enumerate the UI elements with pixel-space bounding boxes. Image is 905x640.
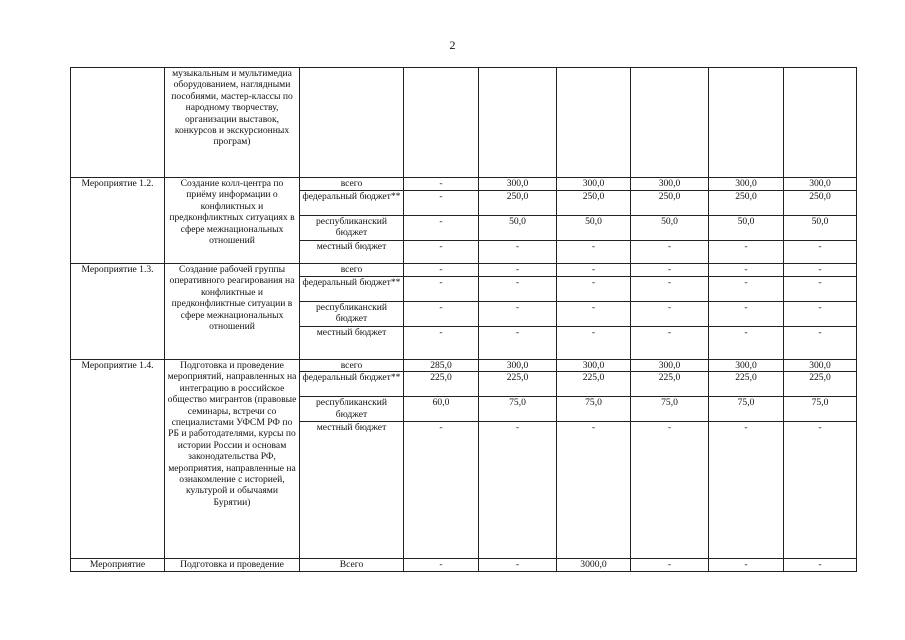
amount-cell: - bbox=[557, 264, 631, 277]
amount-cell: - bbox=[709, 327, 784, 360]
amount-cell: 300,0 bbox=[784, 360, 857, 372]
amount-cell: - bbox=[784, 264, 857, 277]
amount-cell: - bbox=[631, 241, 709, 264]
amount-cell: 75,0 bbox=[709, 397, 784, 422]
amount-cell: - bbox=[784, 559, 857, 571]
amount-cell: 75,0 bbox=[784, 397, 857, 422]
amount-cell: - bbox=[404, 241, 479, 264]
amount-cell: - bbox=[784, 302, 857, 327]
amount-cell: 225,0 bbox=[404, 372, 479, 397]
amount-cell: 250,0 bbox=[557, 191, 631, 216]
amount-cell: - bbox=[479, 277, 557, 302]
amount-cell: 3000,0 bbox=[557, 559, 631, 571]
amount-cell: - bbox=[631, 302, 709, 327]
amount-cell: - bbox=[404, 422, 479, 559]
event-description: Создание колл-центра по приёму информации о конфликтных и предконфликтных ситуациях в сфере межнациональных отношений bbox=[165, 178, 300, 264]
funding-source: всего bbox=[300, 178, 404, 191]
amount-cell: 75,0 bbox=[557, 397, 631, 422]
empty-cell bbox=[557, 68, 631, 178]
amount-cell: - bbox=[557, 422, 631, 559]
amount-cell: 50,0 bbox=[784, 216, 857, 241]
event-description: Подготовка и проведение мероприятий, направленных на интеграцию в российское общество мигрантов (правовые семинары, встречи со специалистами УФСМ РФ по РБ и работодателями, курсы по истории России и основам законодательства РФ, мероприятия, направленные на ознакомление с историей, культурой и обычаями Бурятии) bbox=[165, 360, 300, 559]
funding-source: республиканский бюджет bbox=[300, 397, 404, 422]
empty-cell bbox=[709, 68, 784, 178]
amount-cell: - bbox=[631, 559, 709, 571]
empty-cell bbox=[300, 68, 404, 178]
funding-source: федеральный бюджет** bbox=[300, 372, 404, 397]
amount-cell: 285,0 bbox=[404, 360, 479, 372]
empty-cell bbox=[479, 68, 557, 178]
amount-cell: - bbox=[479, 302, 557, 327]
amount-cell: - bbox=[404, 559, 479, 571]
amount-cell: - bbox=[709, 264, 784, 277]
empty-cell bbox=[631, 68, 709, 178]
amount-cell: 225,0 bbox=[631, 372, 709, 397]
amount-cell: 300,0 bbox=[479, 178, 557, 191]
amount-cell: - bbox=[479, 422, 557, 559]
amount-cell: 250,0 bbox=[709, 191, 784, 216]
amount-cell: - bbox=[479, 264, 557, 277]
event-label: Мероприятие 1.3. bbox=[71, 264, 165, 360]
amount-cell: - bbox=[784, 327, 857, 360]
event-label: Мероприятие 1.4. bbox=[71, 360, 165, 559]
amount-cell: - bbox=[479, 241, 557, 264]
amount-cell: 225,0 bbox=[784, 372, 857, 397]
event-label: Мероприятие 1.2. bbox=[71, 178, 165, 264]
amount-cell: 300,0 bbox=[557, 360, 631, 372]
amount-cell: - bbox=[404, 302, 479, 327]
table-row bbox=[71, 264, 857, 277]
empty-cell bbox=[784, 68, 857, 178]
amount-cell: - bbox=[709, 277, 784, 302]
amount-cell: - bbox=[404, 264, 479, 277]
amount-cell: 75,0 bbox=[631, 397, 709, 422]
amount-cell: - bbox=[557, 302, 631, 327]
table-row bbox=[71, 559, 857, 571]
table-row bbox=[71, 360, 857, 372]
amount-cell: 300,0 bbox=[631, 360, 709, 372]
amount-cell: - bbox=[784, 241, 857, 264]
table-row bbox=[71, 68, 857, 178]
amount-cell: - bbox=[404, 191, 479, 216]
amount-cell: 225,0 bbox=[709, 372, 784, 397]
event-description: музыкальным и мультимедиа оборудованием, наглядными пособиями, мастер-классы по народному творчеству, организации выставок, конкурсов и экскурсионных програм) bbox=[165, 68, 300, 178]
funding-source: местный бюджет bbox=[300, 422, 404, 559]
amount-cell: 300,0 bbox=[784, 178, 857, 191]
amount-cell: - bbox=[557, 277, 631, 302]
amount-cell: 250,0 bbox=[479, 191, 557, 216]
amount-cell: - bbox=[479, 559, 557, 571]
amount-cell: 75,0 bbox=[479, 397, 557, 422]
event-description: Создание рабочей группы оперативного реагирования на конфликтные и предконфликтные ситуации в сфере межнациональных отношений bbox=[165, 264, 300, 360]
table-body bbox=[71, 68, 857, 572]
amount-cell: - bbox=[404, 327, 479, 360]
amount-cell: - bbox=[784, 422, 857, 559]
funding-source: всего bbox=[300, 264, 404, 277]
amount-cell: - bbox=[709, 559, 784, 571]
page-number: 2 bbox=[449, 38, 456, 52]
table-row bbox=[71, 178, 857, 191]
amount-cell: - bbox=[784, 277, 857, 302]
amount-cell: 225,0 bbox=[557, 372, 631, 397]
empty-cell bbox=[404, 68, 479, 178]
budget-table bbox=[70, 67, 857, 572]
amount-cell: 60,0 bbox=[404, 397, 479, 422]
amount-cell: 300,0 bbox=[709, 360, 784, 372]
event-label bbox=[71, 68, 165, 178]
funding-source: федеральный бюджет** bbox=[300, 277, 404, 302]
amount-cell: 300,0 bbox=[709, 178, 784, 191]
funding-source: местный бюджет bbox=[300, 241, 404, 264]
amount-cell: 300,0 bbox=[479, 360, 557, 372]
amount-cell: 250,0 bbox=[631, 191, 709, 216]
funding-source: республиканский бюджет bbox=[300, 216, 404, 241]
amount-cell: 50,0 bbox=[631, 216, 709, 241]
funding-source: республиканский бюджет bbox=[300, 302, 404, 327]
amount-cell: - bbox=[709, 302, 784, 327]
amount-cell: - bbox=[404, 277, 479, 302]
event-description: Подготовка и проведение bbox=[165, 559, 300, 571]
funding-source: всего bbox=[300, 360, 404, 372]
amount-cell: 50,0 bbox=[557, 216, 631, 241]
amount-cell: - bbox=[631, 264, 709, 277]
amount-cell: - bbox=[404, 216, 479, 241]
funding-source: федеральный бюджет** bbox=[300, 191, 404, 216]
amount-cell: - bbox=[631, 327, 709, 360]
amount-cell: - bbox=[557, 241, 631, 264]
event-label: Мероприятие bbox=[71, 559, 165, 571]
amount-cell: - bbox=[709, 241, 784, 264]
amount-cell: 250,0 bbox=[784, 191, 857, 216]
amount-cell: - bbox=[631, 422, 709, 559]
amount-cell: 225,0 bbox=[479, 372, 557, 397]
amount-cell: - bbox=[709, 422, 784, 559]
amount-cell: 300,0 bbox=[631, 178, 709, 191]
funding-source: местный бюджет bbox=[300, 327, 404, 360]
funding-source: Всего bbox=[300, 559, 404, 571]
amount-cell: - bbox=[631, 277, 709, 302]
amount-cell: 300,0 bbox=[557, 178, 631, 191]
amount-cell: 50,0 bbox=[479, 216, 557, 241]
amount-cell: - bbox=[404, 178, 479, 191]
amount-cell: 50,0 bbox=[709, 216, 784, 241]
amount-cell: - bbox=[479, 327, 557, 360]
amount-cell: - bbox=[557, 327, 631, 360]
